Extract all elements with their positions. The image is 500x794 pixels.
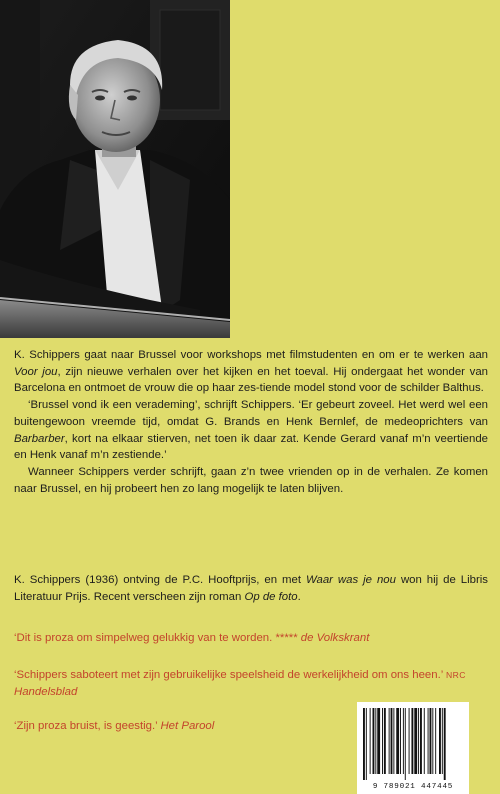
barcode-bar [389,708,390,774]
barcode-bar [405,708,406,780]
review-source-prefix: NRC [446,670,466,680]
barcode-bars [357,702,469,780]
author-photo [0,0,230,338]
barcode-bar [411,708,413,774]
barcode-bar [432,708,433,774]
barcode-bar [370,708,371,774]
book-title-waar-was-je-nou: Waar was je nou [305,574,396,586]
isbn-number: 9 789021 447445 [372,783,454,791]
barcode-bar [414,708,417,774]
barcode-bar [373,708,375,774]
description-paragraph-3: Wanneer Schippers verder schrijft, gaan z’n twee vrienden op in de verhalen. Ze komen naar Brussel, en hij probeert hen zo lang mogelijk te laten blijven. [14,465,488,495]
barcode-bar [396,708,399,774]
book-title-op-de-foto: Op de foto [244,590,298,603]
review-source: Het Parool [160,720,215,732]
barcode-bar [400,708,401,774]
barcode-bar [393,708,394,774]
barcode-bar [377,708,380,774]
book-title-voor-jou: Voor jou [14,365,58,378]
barcode-bar [382,708,383,774]
barcode-bar [384,708,386,774]
review-quote: ‘Dit is proza om simpelweg gelukkig van te worden. ***** de Volkskrant [14,632,370,644]
barcode-bar [435,708,436,774]
review-quote: ‘Schippers saboteert met zijn gebruikelijke speelsheid de werkelijkheid om ons heen.’ NRC Handelsblad [14,669,466,698]
barcode-bar [409,708,410,774]
description [14,347,488,497]
barcode-bar [366,708,367,780]
barcode-bar [418,708,419,774]
barcode-bar [444,708,446,780]
magazine-title-barbarber: Barbarber [14,432,65,445]
barcode-bar [375,708,376,774]
description-paragraph-2: ‘Brussel vond ik een verademing’, schrijft Schippers. ‘Er gebeurt zoveel. Het werd wel een buitengewoon vreemde tijd, omdat G. Brands en Henk Bernlef, de medeoprichters van Barbarber, kort na elkaar stierven, net toen ik daar zat. Kende Gerard vanaf m’n veertiende en Henk vanaf m’n zestiende.’ [14,399,488,462]
barcode-bar [403,708,404,774]
barcode-bar [420,708,422,774]
review-source: de Volkskrant [300,632,370,644]
review-quote: ‘Zijn proza bruist, is geestig.’ Het Parool [14,720,215,732]
author-bio: K. Schippers (1936) ontving de P.C. Hooftprijs, en met Waar was je nou won hij de Libris Literatuur Prijs. Recent verscheen zijn roman Op de foto. [14,574,488,603]
description-paragraph-1: K. Schippers gaat naar Brussel voor workshops met filmstudenten en om er te werken aan Voor jou, zijn nieuwe verhalen over het kijken en het toeval. Hij ondergaat het wonder van Barcelona en ontmoet de vrouw die op haar zes-tiende model stond voor de schilder Balthus. [14,349,488,395]
barcode-bar [428,708,429,774]
barcode-bar [439,708,441,774]
barcode-bar [430,708,432,774]
barcode-bar [442,708,443,774]
barcode-bar [363,708,365,780]
isbn-barcode [357,702,469,794]
barcode-bar [391,708,393,774]
review-source: Handelsblad [14,685,78,698]
barcode-bar [424,708,425,774]
